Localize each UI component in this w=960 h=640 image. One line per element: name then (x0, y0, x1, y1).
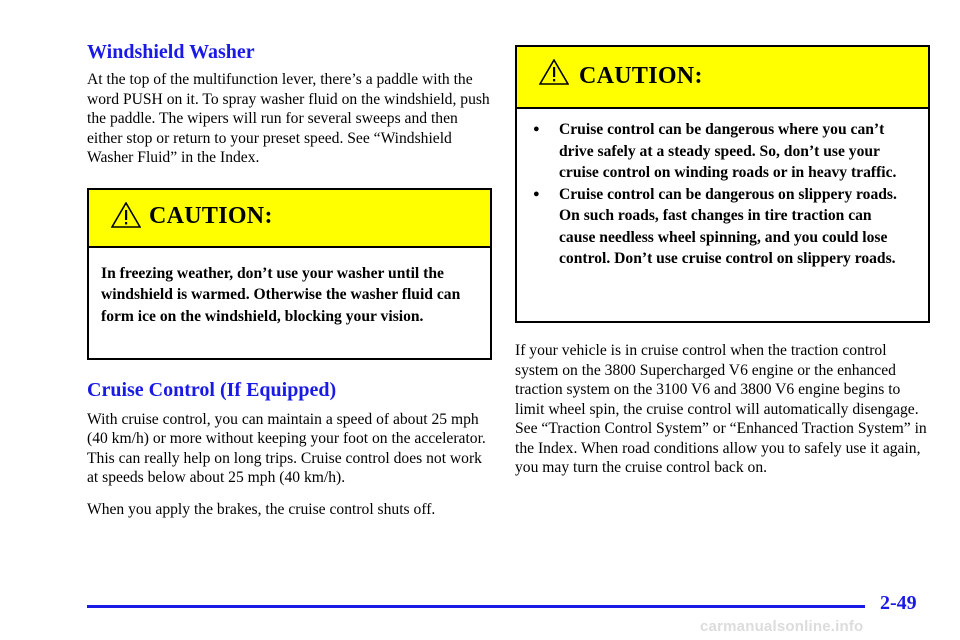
caution-bullet-item: ● Cruise control can be dangerous where you can’t drive safely at a steady speed. So, don’t use your cruise control on winding roads or in heavy traffic. (517, 119, 898, 184)
disengage-paragraph: If your vehicle is in cruise control when the traction control system on the 3800 Supercharged V6 engine or the enhanced traction system on the 3100 V6 and 3800 V6 engine begins to limit wheel spin, the cruise control will automatically disengage. See “Traction Control System” or “Enhanced Traction System” in the Index. When road conditions allow you to safely use it again, you may turn the cruise control back on. (515, 342, 927, 476)
page-number: 2-49 (880, 592, 917, 614)
caution-bullet-list (517, 109, 928, 270)
caution-header (517, 47, 928, 109)
left-column (87, 40, 492, 519)
washer-heading: Windshield Washer (87, 41, 255, 63)
freeze-caution-box (87, 188, 492, 360)
watermark-text: carmanualsonline.info (700, 618, 864, 635)
caution-title: CAUTION: (579, 63, 703, 89)
cruise-caution-box (515, 45, 930, 323)
caution-title: CAUTION: (149, 202, 273, 229)
warning-triangle-icon (539, 59, 569, 85)
warning-triangle-icon (111, 202, 141, 228)
cruise-heading: Cruise Control (If Equipped) (87, 378, 337, 401)
caution-header (89, 190, 490, 248)
washer-paragraph: At the top of the multifunction lever, there’s a paddle with the word PUSH on it. To spray washer fluid on the windshield, push the paddle. The wipers will run for several sweeps and then either stop or return to your preset speed. See “Windshield Washer Fluid” in the Index. (87, 71, 490, 166)
brakes-paragraph: When you apply the brakes, the cruise control shuts off. (87, 500, 436, 518)
right-column (515, 45, 930, 478)
caution-text: In freezing weather, don’t use your washer until the windshield is warmed. Otherwise the washer fluid can form ice on the windshield, blocking your vision. (101, 264, 461, 325)
caution-bullet-item: ● Cruise control can be dangerous on slippery roads. On such roads, fast changes in tire traction can cause needless wheel spinning, and you could lose control. Don’t use cruise control on slippery roads. (517, 184, 898, 270)
cruise-paragraph: With cruise control, you can maintain a speed of about 25 mph (40 km/h) or more without keeping your foot on the accelerator. This can really help on long trips. Cruise control does not work at speeds below about 25 mph (40 km/h). (87, 410, 486, 486)
footer-rule (87, 605, 865, 608)
